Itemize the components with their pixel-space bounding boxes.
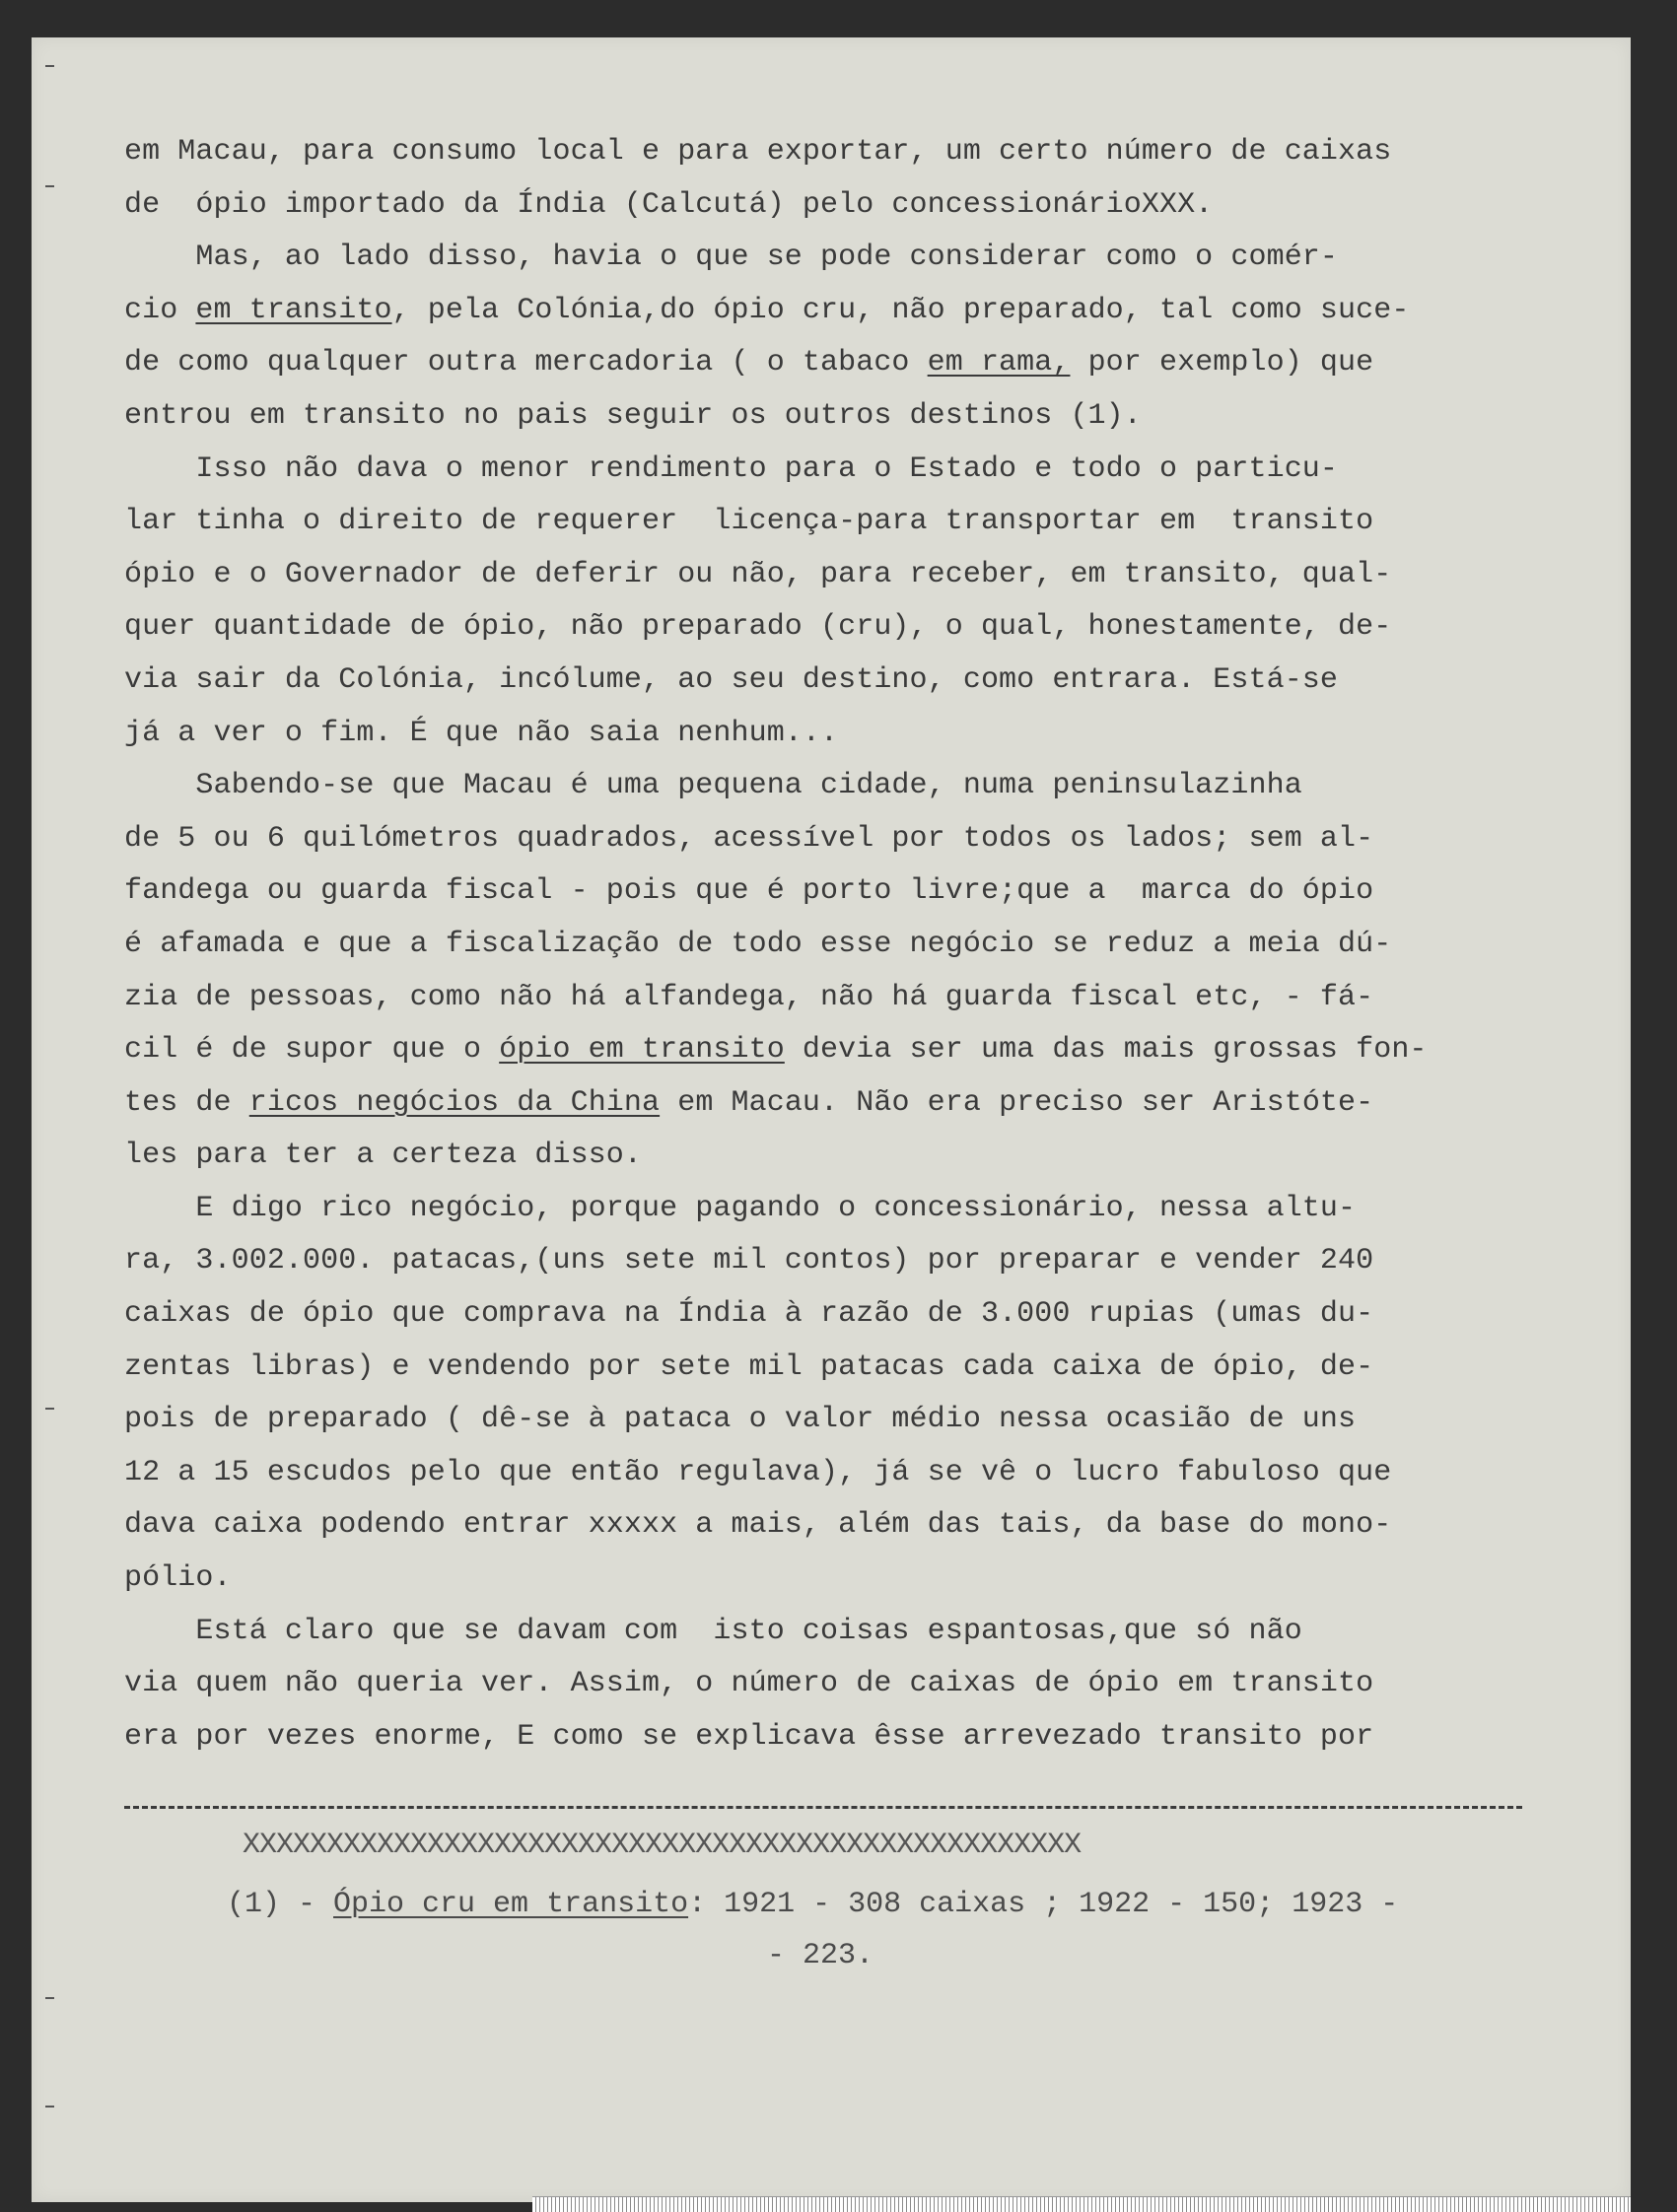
- text-line: [124, 1288, 1534, 1342]
- text-segment: de ópio importado da Índia (Calcutá) pelo concessionárioXXX.: [124, 187, 1214, 222]
- text-line: [124, 285, 1534, 338]
- text-line: [124, 1499, 1534, 1553]
- margin-mark: [45, 1997, 54, 1999]
- text-segment: via sair da Colónia, incólume, ao seu destino, como entrara. Está-se: [124, 662, 1338, 697]
- text-segment: Mas, ao lado disso, havia o que se pode considerar como o comér-: [124, 241, 1338, 275]
- text-line: [124, 1711, 1534, 1764]
- scan-ruler: [532, 2196, 1631, 2212]
- text-segment: ópio e o Governador de deferir ou não, para receber, em transito, qual-: [124, 557, 1392, 591]
- text-line: [124, 972, 1534, 1025]
- underlined-phrase: ricos negócios da China: [248, 1085, 661, 1120]
- text-line: [124, 919, 1534, 972]
- text-line: [124, 601, 1534, 655]
- text-line: [124, 1024, 1534, 1077]
- margin-mark: [45, 65, 54, 67]
- footnote-rest: : 1921 - 308 caixas ; 1922 - 150; 1923 -: [688, 1888, 1399, 1921]
- footnote-continuation: - 223.: [767, 1939, 874, 1972]
- text-segment: Sabendo-se que Macau é uma pequena cidade, numa peninsulazinha: [124, 769, 1302, 803]
- text-segment: era por vezes enorme, E como se explicava êsse arrevezado transito por: [124, 1719, 1374, 1754]
- text-segment: zentas libras) e vendendo por sete mil patacas cada caixa de ópio, de-: [124, 1349, 1374, 1384]
- footnote-line: [227, 1879, 1548, 1930]
- margin-mark: [45, 1408, 54, 1410]
- text-segment: cil é de supor que o: [124, 1033, 500, 1068]
- text-segment: , pela Colónia,do ópio cru, não preparado, tal como suce-: [391, 293, 1410, 327]
- text-line: [124, 444, 1534, 497]
- text-segment: de 5 ou 6 quilómetros quadrados, acessível por todos os lados; sem al-: [124, 821, 1374, 856]
- footnote: [227, 1879, 1548, 1981]
- text-segment: cio: [124, 293, 196, 327]
- text-segment: ra, 3.002.000. patacas,(uns sete mil contos) por preparar e vender 240: [124, 1244, 1374, 1279]
- text-segment: E digo rico negócio, porque pagando o concessionário, nessa altu-: [124, 1191, 1357, 1225]
- text-line: [124, 337, 1534, 390]
- text-line: [124, 1394, 1534, 1447]
- text-segment: tes de: [124, 1085, 249, 1120]
- text-segment: dava caixa podendo entrar xxxxx a mais, além das tais, da base do mono-: [124, 1508, 1392, 1543]
- text-segment: em Macau. Não era preciso ser Aristóte-: [660, 1085, 1374, 1120]
- text-segment: devia ser uma das mais grossas fon-: [784, 1033, 1428, 1068]
- text-segment: 12 a 15 escudos pelo que então regulava), já se vê o lucro fabuloso que: [124, 1455, 1392, 1489]
- text-segment: Isso não dava o menor rendimento para o Estado e todo o particu-: [124, 451, 1338, 486]
- struck-out-line: XXXXXXXXXXXXXXXXXXXXXXXXXXXXXXXXXXXXXXXXXXXXXXXXXX: [243, 1829, 1082, 1862]
- text-line: [124, 1447, 1534, 1500]
- text-line: [124, 390, 1534, 444]
- underlined-phrase: ópio em transito: [499, 1033, 785, 1068]
- text-segment: lar tinha o direito de requerer licença-para transportar em transito: [124, 505, 1374, 539]
- text-line: [124, 1235, 1534, 1288]
- text-segment: entrou em transito no pais seguir os outros destinos (1).: [124, 398, 1142, 433]
- text-line: [124, 1183, 1534, 1236]
- text-segment: quer quantidade de ópio, não preparado (cru), o qual, honestamente, de-: [124, 610, 1392, 645]
- text-segment: pólio.: [124, 1561, 232, 1596]
- text-line: [124, 496, 1534, 549]
- body-text: [124, 126, 1534, 1763]
- text-line: [124, 1553, 1534, 1606]
- text-line: [124, 549, 1534, 602]
- text-segment: zia de pessoas, como não há alfandega, não há guarda fiscal etc, - fá-: [124, 980, 1374, 1014]
- text-line: [124, 813, 1534, 866]
- text-segment: Está claro que se davam com isto coisas espantosas,que só não: [124, 1614, 1302, 1648]
- text-segment: les para ter a certeza disso.: [124, 1139, 642, 1173]
- text-line: [124, 1077, 1534, 1131]
- text-segment: é afamada e que a fiscalização de todo esse negócio se reduz a meia dú-: [124, 927, 1392, 961]
- text-line: [124, 1342, 1534, 1395]
- text-line: [124, 655, 1534, 708]
- underlined-phrase: em transito: [195, 293, 392, 327]
- margin-mark: [45, 2106, 54, 2108]
- text-line: [124, 1606, 1534, 1659]
- footnote-separator: [124, 1806, 1522, 1809]
- footnote-prefix: (1) -: [227, 1888, 334, 1921]
- text-segment: caixas de ópio que comprava na Índia à razão de 3.000 rupias (umas du-: [124, 1297, 1374, 1332]
- text-segment: fandega ou guarda fiscal - pois que é porto livre;que a marca do ópio: [124, 874, 1374, 909]
- text-line: [124, 760, 1534, 813]
- footnote-underlined: Ópio cru em transito: [333, 1888, 689, 1921]
- text-line: [124, 865, 1534, 919]
- text-segment: pois de preparado ( dê-se à pataca o valor médio nessa ocasião de uns: [124, 1403, 1357, 1437]
- text-segment: via quem não queria ver. Assim, o número de caixas de ópio em transito: [124, 1667, 1374, 1701]
- text-segment: por exemplo) que: [1070, 346, 1374, 380]
- text-line: [124, 1130, 1534, 1183]
- text-line: [124, 708, 1534, 761]
- text-line: [124, 126, 1534, 179]
- underlined-phrase: em rama,: [927, 346, 1071, 380]
- text-line: [124, 179, 1534, 233]
- text-line: [124, 232, 1534, 285]
- margin-mark: [45, 185, 54, 187]
- text-segment: em Macau, para consumo local e para exportar, um certo número de caixas: [124, 135, 1392, 169]
- text-segment: já a ver o fim. É que não saia nenhum...: [124, 716, 839, 750]
- text-line: [124, 1658, 1534, 1711]
- text-segment: de como qualquer outra mercadoria ( o tabaco: [124, 346, 928, 380]
